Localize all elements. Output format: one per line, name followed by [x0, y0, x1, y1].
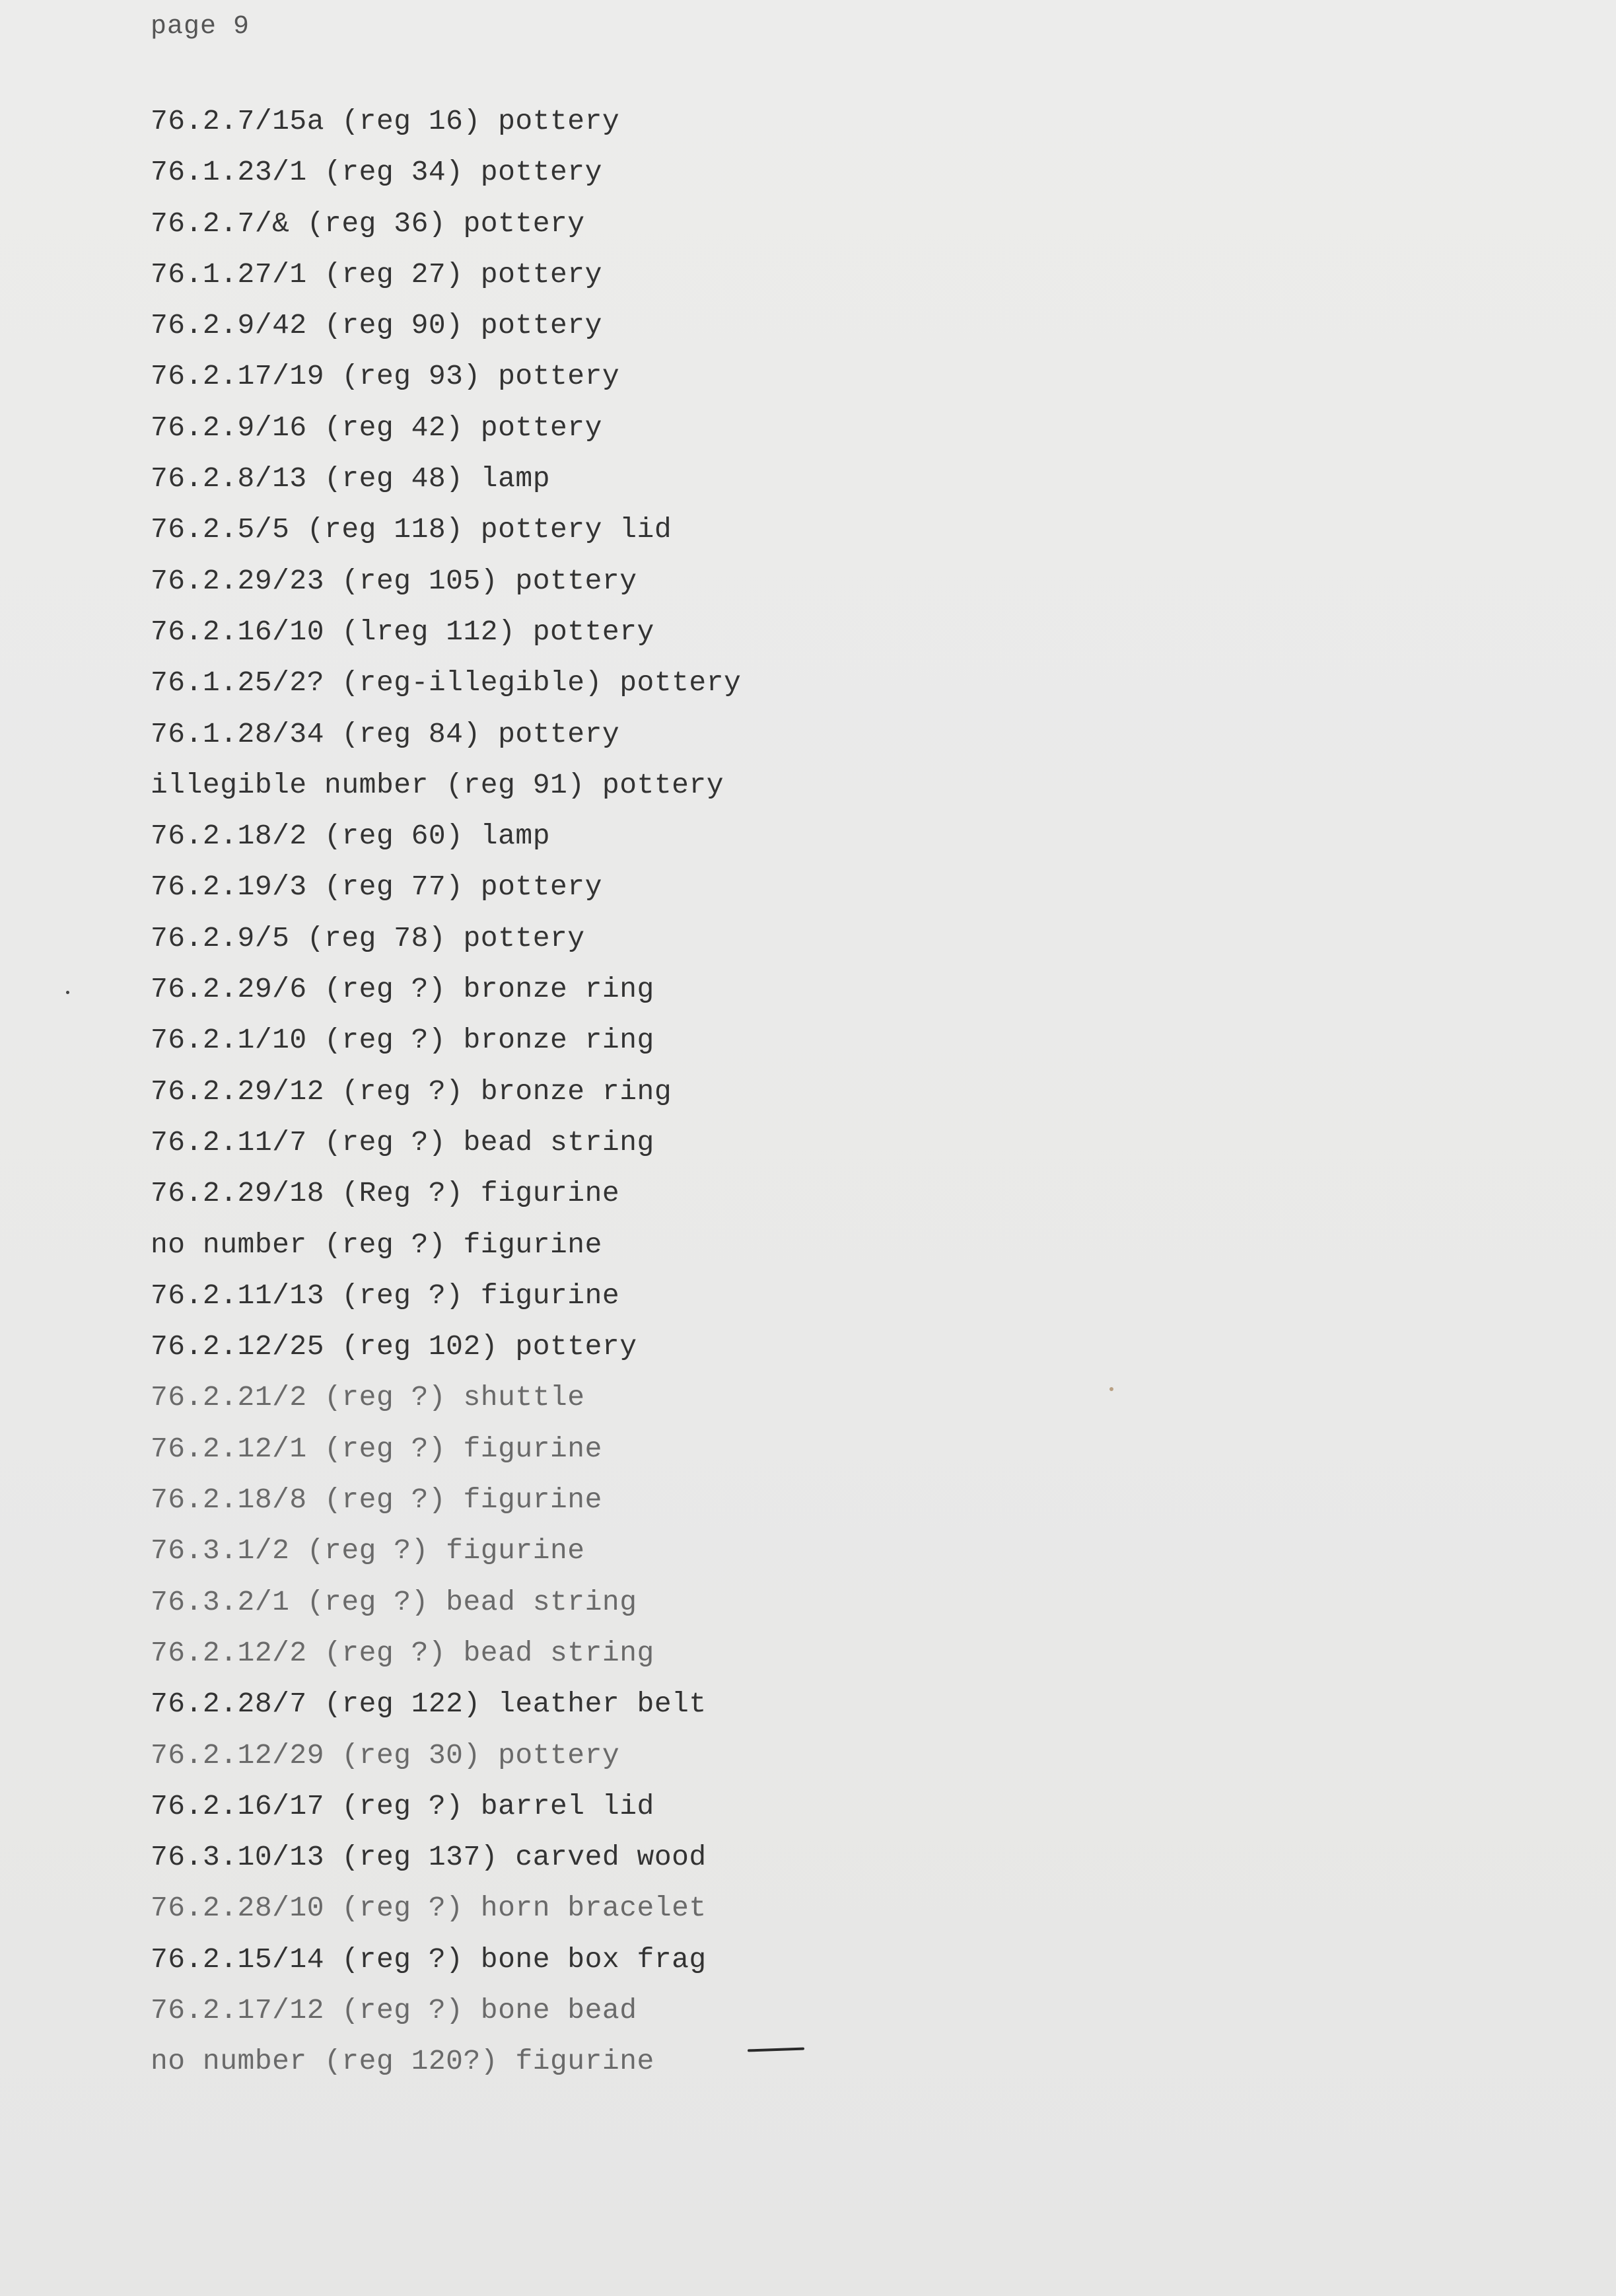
list-item: 76.2.17/19 (reg 93) pottery: [151, 360, 620, 393]
list-item: 76.2.12/25 (reg 102) pottery: [151, 1330, 637, 1363]
list-item: 76.2.5/5 (reg 118) pottery lid: [151, 513, 672, 546]
list-item: 76.2.18/2 (reg 60) lamp: [151, 820, 550, 853]
list-item: 76.2.9/42 (reg 90) pottery: [151, 309, 602, 342]
list-item: 76.3.2/1 (reg ?) bead string: [151, 1585, 637, 1618]
list-item: 76.2.7/15a (reg 16) pottery: [151, 105, 620, 137]
list-item: 76.2.18/8 (reg ?) figurine: [151, 1484, 602, 1517]
list-item: 76.2.1/10 (reg ?) bronze ring: [151, 1024, 654, 1057]
list-item: no number (reg ?) figurine: [151, 1228, 602, 1261]
list-item: 76.2.8/13 (reg 48) lamp: [151, 462, 550, 495]
list-item: 76.2.28/7 (reg 122) leather belt: [151, 1688, 707, 1721]
list-item: 76.1.23/1 (reg 34) pottery: [151, 156, 602, 189]
list-item: 76.2.12/29 (reg 30) pottery: [151, 1739, 620, 1772]
list-item: 76.2.12/2 (reg ?) bead string: [151, 1636, 654, 1669]
list-item: 76.2.16/17 (reg ?) barrel lid: [151, 1789, 654, 1822]
list-item: 76.2.16/10 (lreg 112) pottery: [151, 615, 654, 648]
list-item: 76.2.15/14 (reg ?) bone box frag: [151, 1943, 707, 1976]
list-item: 76.2.17/12 (reg ?) bone bead: [151, 1993, 637, 2027]
list-item: 76.3.10/13 (reg 137) carved wood: [151, 1841, 707, 1874]
list-item: 76.1.25/2? (reg-illegible) pottery: [151, 666, 742, 700]
list-item: 76.2.12/1 (reg ?) figurine: [151, 1432, 602, 1465]
list-item: 76.2.29/23 (reg 105) pottery: [151, 564, 637, 597]
page-number: page 9: [151, 12, 250, 42]
list-item: 76.2.28/10 (reg ?) horn bracelet: [151, 1892, 707, 1925]
list-item: 76.2.29/18 (Reg ?) figurine: [151, 1177, 620, 1210]
register-entry-list: [151, 96, 1009, 2087]
list-item: 76.2.19/3 (reg 77) pottery: [151, 871, 602, 904]
list-item: 76.3.1/2 (reg ?) figurine: [151, 1534, 585, 1567]
list-item: 76.2.9/16 (reg 42) pottery: [151, 411, 602, 444]
list-item: 76.2.11/13 (reg ?) figurine: [151, 1279, 620, 1312]
list-item: 76.2.9/5 (reg 78) pottery: [151, 921, 585, 954]
list-item: illegible number (reg 91) pottery: [151, 768, 724, 801]
list-item: 76.2.11/7 (reg ?) bead string: [151, 1126, 654, 1159]
list-item: no number (reg 120?) figurine: [151, 2045, 654, 2078]
list-item: 76.1.28/34 (reg 84) pottery: [151, 717, 620, 750]
list-item: 76.2.21/2 (reg ?) shuttle: [151, 1381, 585, 1414]
margin-dot-mark: [66, 991, 69, 994]
list-item: 76.2.29/12 (reg ?) bronze ring: [151, 1075, 672, 1108]
list-item: 76.2.7/& (reg 36) pottery: [151, 207, 585, 240]
stray-stain-mark: [1109, 1387, 1113, 1391]
list-item: 76.1.27/1 (reg 27) pottery: [151, 258, 602, 291]
list-item: 76.2.29/6 (reg ?) bronze ring: [151, 973, 654, 1006]
